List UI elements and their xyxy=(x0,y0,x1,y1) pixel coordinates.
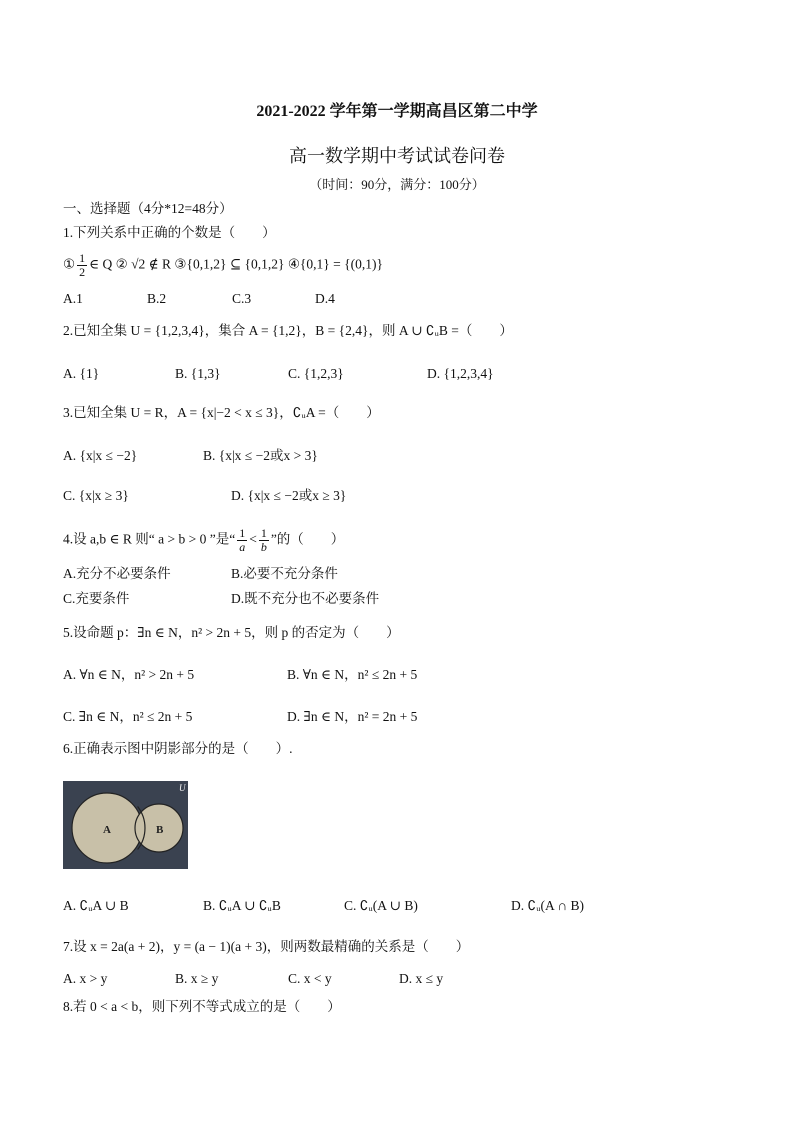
q2-option-b: B. {1,3} xyxy=(175,366,221,381)
q1-items xyxy=(63,252,383,279)
venn-label-a: A xyxy=(103,824,111,836)
q4-stem xyxy=(63,527,344,554)
q5-option-a: A. ∀n ∈ N，n² > 2n + 5 xyxy=(63,667,195,682)
q5-option-d: D. ∃n ∈ N，n² = 2n + 5 xyxy=(287,709,418,724)
exam-title: 高一数学期中考试试卷问卷 xyxy=(289,146,505,166)
q1-stem: 1.下列关系中正确的个数是（ ） xyxy=(63,225,276,240)
venn-label-b: B xyxy=(156,824,164,836)
school-title: 2021-2022 学年第一学期高昌区第二中学 xyxy=(256,103,538,120)
q4-option-d: D.既不充分也不必要条件 xyxy=(231,591,380,606)
q2-option-c: C. {1,2,3} xyxy=(288,366,344,381)
q5-option-b: B. ∀n ∈ N，n² ≤ 2n + 5 xyxy=(287,667,418,682)
q8-stem: 8.若 0 < a < b，则下列不等式成立的是（ ） xyxy=(63,999,341,1014)
q1-option-c: C.3 xyxy=(232,291,252,306)
venn-label-u: U xyxy=(179,783,186,793)
q1-item2: √2 ∉ R ③{0,1,2} ⊆ {0,1,2} ④{0,1} = {(0,1)} xyxy=(131,256,383,272)
q7-stem: 7.设 x = 2a(a + 2)，y = (a − 1)(a + 3)，则两数最精确的关系是（ ） xyxy=(63,939,470,954)
q2-option-d: D. {1,2,3,4} xyxy=(427,366,494,381)
q3-stem: 3.已知全集 U = R，A = {x|−2 < x ≤ 3}，∁ᵤA =（ ） xyxy=(63,405,380,420)
q4-option-c: C.充要条件 xyxy=(63,591,130,606)
q4-option-b: B.必要不充分条件 xyxy=(231,566,338,581)
q6-stem: 6.正确表示图中阴影部分的是（ ）. xyxy=(63,741,293,756)
q1-frac-num: 1 xyxy=(79,251,86,265)
section-heading: 一、选择题（4分*12=48分） xyxy=(63,201,233,216)
q2-option-a: A. {1} xyxy=(63,366,100,381)
q5-option-c: C. ∃n ∈ N，n² ≤ 2n + 5 xyxy=(63,709,193,724)
q4-option-a: A.充分不必要条件 xyxy=(63,566,171,581)
q4-fraction-2 xyxy=(259,527,269,554)
q1-item1-post: ∈ Q ② xyxy=(89,256,128,272)
q7-option-c: C. x < y xyxy=(288,971,332,986)
q7-option-b: B. x ≥ y xyxy=(175,971,219,986)
q3-option-b: B. {x|x ≤ −2或x > 3} xyxy=(203,448,318,463)
q6-option-b: B. ∁ᵤA ∪ ∁ᵤB xyxy=(203,898,281,913)
q1-option-a: A.1 xyxy=(63,291,83,306)
q3-option-a: A. {x|x ≤ −2} xyxy=(63,448,138,463)
q7-option-d: D. x ≤ y xyxy=(399,971,444,986)
q6-option-c: C. ∁ᵤ(A ∪ B) xyxy=(344,898,418,913)
q7-option-a: A. x > y xyxy=(63,971,108,986)
q4-stem-pre: 4.设 a,b ∈ R 则“ a > b > 0 ”是“ xyxy=(63,531,236,547)
q4-stem-post: ”的（ ） xyxy=(270,531,345,547)
exam-time-score: （时间：90分，满分：100分） xyxy=(309,177,485,192)
q1-frac-den: 2 xyxy=(79,265,86,279)
q4-frac2-den: b xyxy=(260,540,267,554)
q4-frac2-num: 1 xyxy=(260,526,267,540)
q3-option-c: C. {x|x ≥ 3} xyxy=(63,488,129,503)
q6-option-d: D. ∁ᵤ(A ∩ B) xyxy=(511,898,585,913)
q3-option-d: D. {x|x ≤ −2或x ≥ 3} xyxy=(231,488,347,503)
q4-frac1-den: a xyxy=(239,540,246,554)
q1-option-b: B.2 xyxy=(147,291,167,306)
q2-stem: 2.已知全集 U = {1,2,3,4}，集合 A = {1,2}，B = {2,4}，则 A ∪ ∁ᵤB =（ ） xyxy=(63,323,513,338)
q1-item1-pre: ① xyxy=(63,256,76,272)
q1-option-d: D.4 xyxy=(315,291,335,306)
q4-frac1-num: 1 xyxy=(239,526,246,540)
q1-fraction xyxy=(77,252,87,279)
q5-stem: 5.设命题 p：∃n ∈ N，n² > 2n + 5，则 p 的否定为（ ） xyxy=(63,625,400,640)
q4-fraction-1 xyxy=(237,527,247,554)
q6-option-a: A. ∁ᵤA ∪ B xyxy=(63,898,129,913)
venn-diagram xyxy=(63,781,188,869)
q4-less-than: < xyxy=(249,531,257,547)
